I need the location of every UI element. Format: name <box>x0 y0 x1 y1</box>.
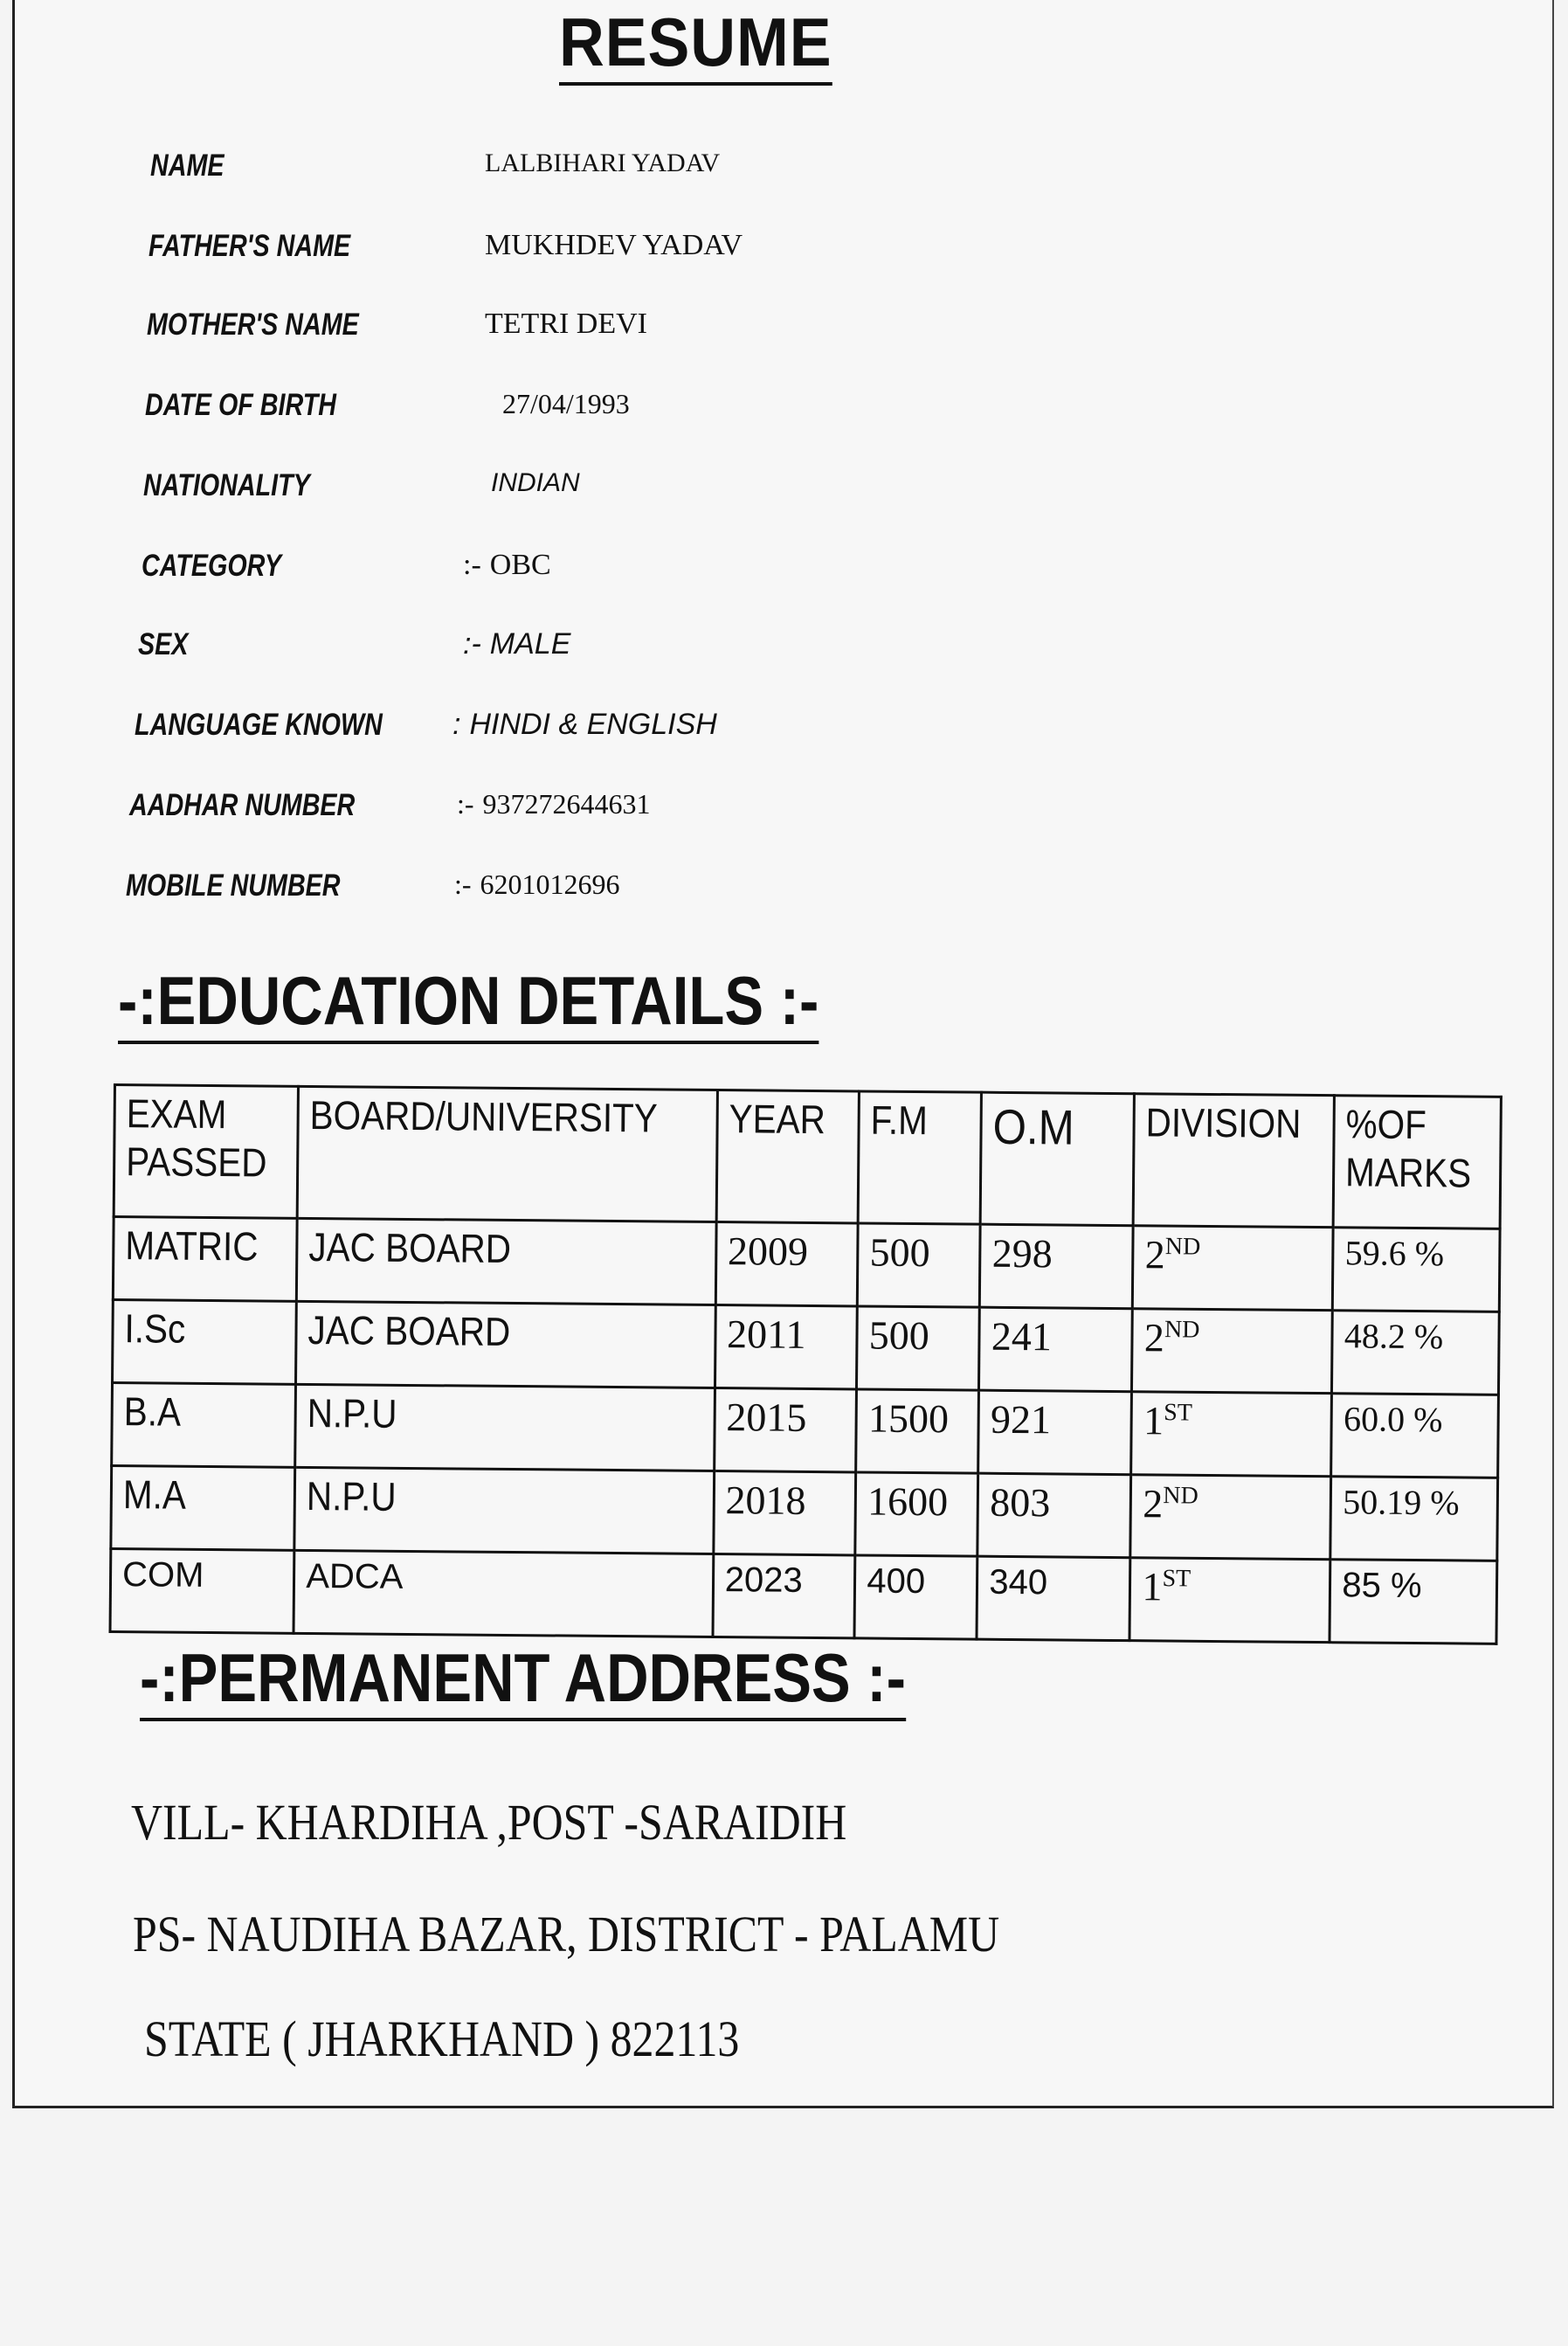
header-percent: %OF MARKS <box>1333 1096 1501 1229</box>
info-value: 27/04/1993 <box>502 388 630 419</box>
cell-board: N.P.U <box>294 1467 714 1554</box>
info-value: TETRI DEVI <box>485 308 648 340</box>
info-label: SEX <box>138 627 189 661</box>
cell-board: N.P.U <box>295 1384 715 1471</box>
education-header-row <box>114 1085 1501 1229</box>
cell-percent: 48.2 % <box>1332 1311 1499 1395</box>
table-row <box>112 1383 1499 1478</box>
cell-fm: 500 <box>858 1223 981 1307</box>
cell-year: 2018 <box>713 1471 855 1555</box>
address-line: VILL- KHARDIHA ,POST -SARAIDIH <box>131 1794 847 1851</box>
cell-exam: MATRIC <box>113 1217 297 1302</box>
table-row <box>110 1548 1497 1644</box>
cell-exam: COM <box>110 1548 294 1633</box>
info-value: :- OBC <box>463 549 551 581</box>
info-label: CATEGORY <box>142 549 282 583</box>
info-label: AADHAR NUMBER <box>129 788 356 822</box>
header-division: DIVISION <box>1134 1094 1335 1228</box>
table-row <box>113 1217 1500 1312</box>
info-value: :- 6201012696 <box>454 869 620 900</box>
cell-year: 2015 <box>714 1388 856 1472</box>
cell-year: 2011 <box>715 1305 857 1389</box>
info-label: LANGUAGE KNOWN <box>135 708 383 742</box>
cell-percent: 85 % <box>1330 1560 1496 1644</box>
header-om: O.M <box>980 1092 1134 1226</box>
cell-year: 2009 <box>715 1222 858 1306</box>
cell-board: ADCA <box>294 1550 713 1637</box>
cell-board: JAC BOARD <box>297 1218 716 1304</box>
header-board: BOARD/UNIVERSITY <box>297 1086 717 1221</box>
info-value: :- 937272644631 <box>457 788 651 820</box>
education-heading: -:EDUCATION DETAILS :- <box>118 965 819 1044</box>
cell-division: 2ND <box>1133 1226 1334 1311</box>
table-row <box>113 1300 1500 1395</box>
header-year: YEAR <box>716 1090 860 1223</box>
info-value: MUKHDEV YADAV <box>485 229 743 261</box>
cell-fm: 1500 <box>856 1389 979 1473</box>
address-heading: -:PERMANENT ADDRESS :- <box>140 1643 906 1721</box>
cell-om: 921 <box>978 1390 1132 1475</box>
cell-fm: 1600 <box>855 1472 978 1556</box>
resume-title: RESUME <box>559 7 832 86</box>
cell-fm: 500 <box>857 1306 980 1390</box>
address-line: STATE ( JHARKHAND ) 822113 <box>144 2010 740 2067</box>
info-label: NATIONALITY <box>143 468 310 502</box>
cell-om: 241 <box>979 1307 1133 1392</box>
cell-om: 803 <box>977 1473 1131 1558</box>
cell-fm: 400 <box>854 1555 977 1639</box>
info-value: : HINDI & ENGLISH <box>452 708 717 741</box>
address-line: PS- NAUDIHA BAZAR, DISTRICT - PALAMU <box>133 1906 1000 1962</box>
education-table <box>109 1083 1502 1645</box>
cell-year: 2023 <box>713 1554 855 1638</box>
info-value: :- MALE <box>463 627 571 661</box>
cell-board: JAC BOARD <box>296 1301 715 1388</box>
cell-division: 2ND <box>1130 1475 1331 1560</box>
header-fm: F.M <box>858 1091 981 1224</box>
info-value: LALBIHARI YADAV <box>485 149 721 177</box>
cell-percent: 50.19 % <box>1330 1477 1497 1561</box>
cell-percent: 60.0 % <box>1331 1394 1498 1478</box>
cell-division: 2ND <box>1132 1309 1333 1394</box>
info-label: MOTHER'S NAME <box>147 308 359 342</box>
cell-division: 1ST <box>1131 1392 1332 1477</box>
info-label: DATE OF BIRTH <box>145 388 336 422</box>
cell-percent: 59.6 % <box>1333 1228 1500 1312</box>
cell-om: 340 <box>977 1556 1130 1641</box>
cell-exam: I.Sc <box>113 1300 297 1385</box>
cell-exam: M.A <box>111 1465 295 1550</box>
info-value: INDIAN <box>491 468 580 497</box>
info-label: MOBILE NUMBER <box>126 869 341 903</box>
table-row <box>111 1465 1498 1561</box>
info-label: FATHER'S NAME <box>149 229 351 263</box>
cell-division: 1ST <box>1129 1558 1330 1643</box>
cell-om: 298 <box>980 1224 1134 1309</box>
header-exam: EXAM PASSED <box>114 1085 299 1219</box>
cell-exam: B.A <box>112 1383 296 1468</box>
info-label: NAME <box>150 149 224 183</box>
